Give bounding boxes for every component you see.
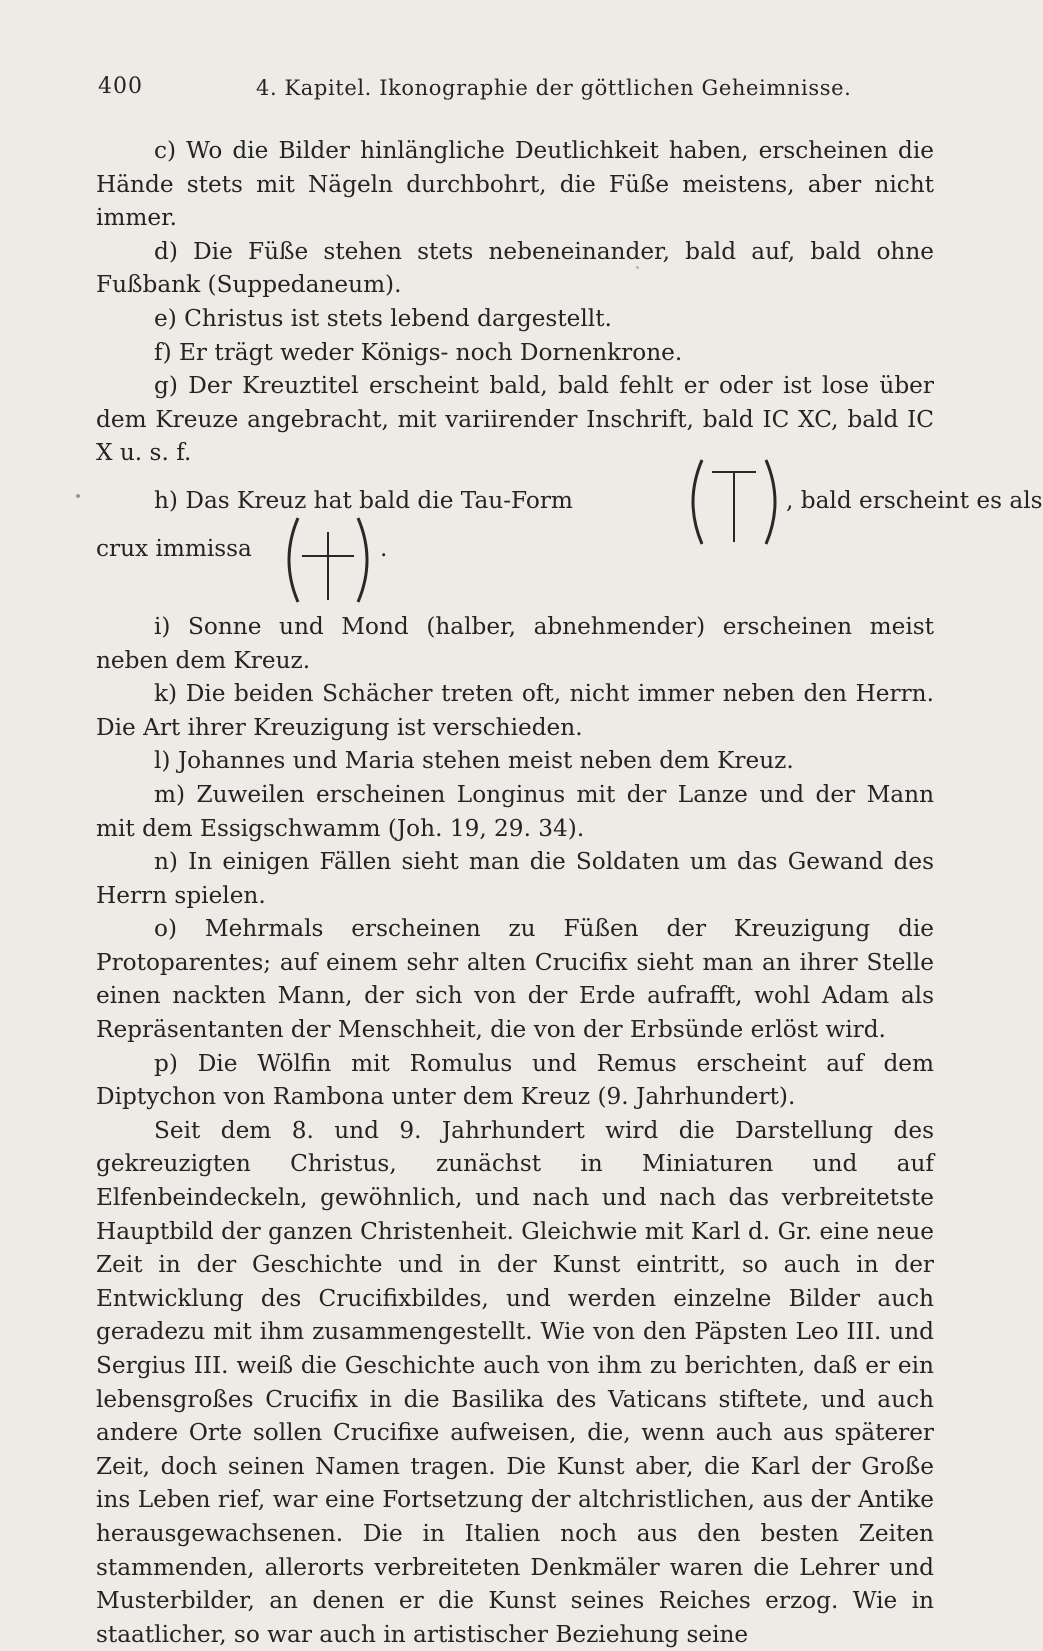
page-header <box>98 74 928 110</box>
paragraph-c: c) Wo die Bilder hinlängliche Deutlichkeit haben, erscheinen die Hände stets mit Nägeln durchbohrt, die Füße meistens, aber nicht immer. <box>96 137 934 232</box>
paragraph-i: i) Sonne und Mond (halber, abnehmender) erscheinen meist neben dem Kreuz. <box>96 612 934 674</box>
paragraph-h-period: . <box>380 534 388 562</box>
paragraph-k: k) Die beiden Schächer treten oft, nicht immer neben den Herrn. Die Art ihrer Kreuzigung ist verschieden. <box>96 680 934 741</box>
paragraph-f: f) Er trägt weder Königs- noch Dornenkrone. <box>154 338 683 366</box>
body-text <box>96 134 1043 1651</box>
paragraph-o: o) Mehrmals erscheinen zu Füßen der Kreuzigung die Protoparentes; auf einem sehr alten Crucifix sieht man an ihrer Stelle einen nackten Mann, der sich von der Erde aufrafft, wohl Adam als Repräsentanten der Menschheit, die von der Erbsünde erlöst wird. <box>96 915 934 1044</box>
paragraph-l: l) Johannes und Maria stehen meist neben dem Kreuz. <box>154 747 794 775</box>
paragraph-m: m) Zuweilen erscheinen Longinus mit der Lanze und der Mann mit dem Essigschwamm (Joh. 19, 29. 34). <box>96 780 934 842</box>
running-title: 4. Kapitel. Ikonographie der göttlichen Geheimnisse. <box>256 76 852 100</box>
paragraph-main: Seit dem 8. und 9. Jahrhundert wird die Darstellung des gekreuzigten Christus, zunächst in Miniaturen und auf Elfenbeindeckeln, gewöhnlich, und nach und nach das verbreitetste Hauptbild der ganzen Christenheit. Gleichwie mit Karl d. Gr. eine neue Zeit in der Geschichte und in der Kunst eintritt, so auch in der Entwicklung des Crucifixbildes, und werden einzelne Bilder auch geradezu mit ihm zusammengestellt. Wie von den Päpsten Leo III. und Sergius III. weiß die Geschichte auch von ihm zu berichten, daß er ein lebensgroßes Crucifix in die Basilika des Vaticans stiftete, und auch andere Orte sollen Crucifixe aufweisen, die, wenn auch aus späterer Zeit, doch seinen Namen tragen. Die Kunst aber, die Karl der Große ins Leben rief, war eine Fortsetzung der altchristlichen, aus der Antike herausgewachsenen. Die in Italien noch aus den besten Zeiten stammenden, allerorts verbreiteten Denkmäler waren die Lehrer und Musterbilder, an denen er die Kunst seines Reiches erzog. Wie in staatlicher, so war auch in artistischer Beziehung seine <box>96 1116 934 1648</box>
paragraph-p: p) Die Wölfin mit Romulus und Remus erscheint auf dem Diptychon von Rambona unter dem Kreuz (9. Jahrhundert). <box>96 1049 934 1111</box>
paragraph-n: n) In einigen Fällen sieht man die Soldaten um das Gewand des Herrn spielen. <box>96 848 934 909</box>
paragraph-h-text-start: h) Das Kreuz hat bald die Tau-Form <box>154 486 573 514</box>
tau-cross-figure <box>680 456 788 548</box>
crux-immissa-figure <box>278 514 378 606</box>
paragraph-d: d) Die Füße stehen stets nebeneinander, bald auf, bald ohne Fußbank (Suppedaneum). <box>96 237 934 299</box>
page-number: 400 <box>98 74 143 99</box>
paragraph-g: g) Der Kreuztitel erscheint bald, bald fehlt er oder ist lose über dem Kreuze angebracht, mit variirender Inschrift, bald IC XC, bald IC X u. s. f. <box>96 372 934 467</box>
paragraph-h <box>96 470 1043 610</box>
margin-speck <box>76 494 80 498</box>
crux-immissa-label: crux immissa <box>96 534 252 562</box>
paragraph-h-text-end: , bald erscheint es als <box>786 486 1043 514</box>
paragraph-e: e) Christus ist stets lebend dargestellt. <box>154 304 612 332</box>
